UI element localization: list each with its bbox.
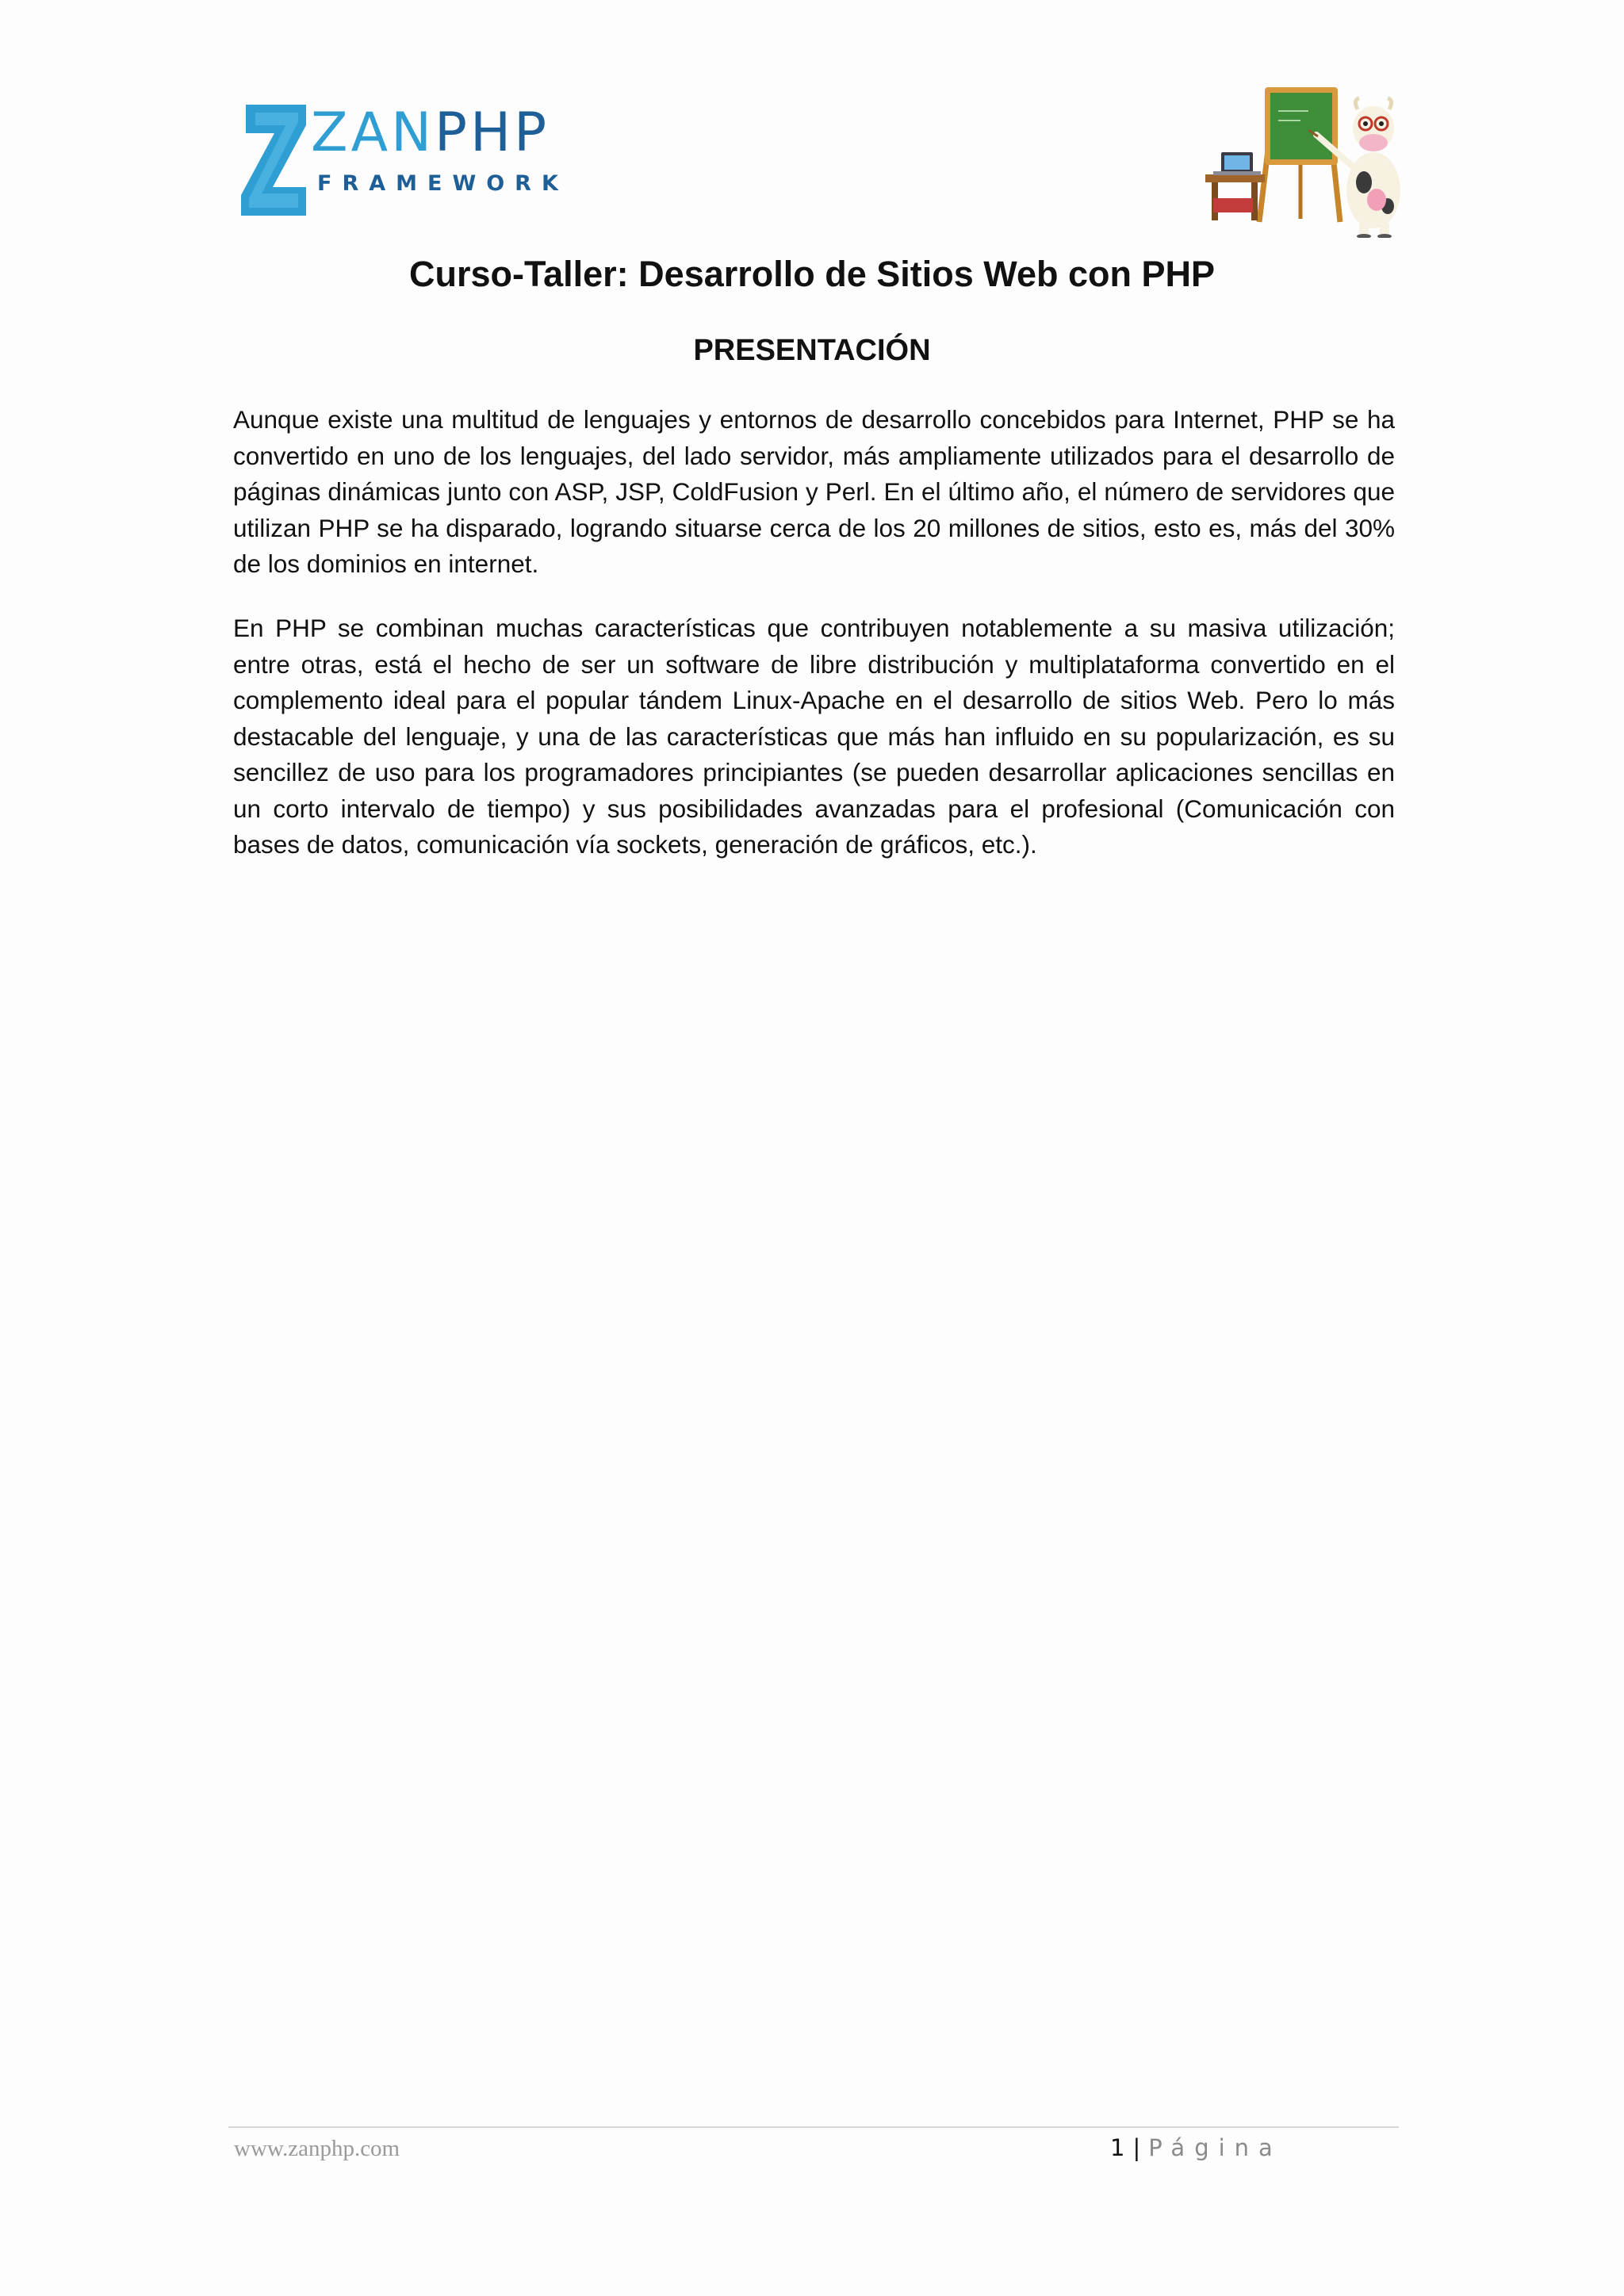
logo-subtitle: FRAMEWORK: [317, 171, 569, 196]
page-separator: |: [1132, 2134, 1141, 2161]
paragraph-introduction: Aunque existe una multitud de lenguajes y entornos de desarrollo concebidos para Internet, PHP se ha convertido en uno de los lenguajes, del lado servidor, más ampliamente utilizados para el desarrollo de páginas dinámicas junto con ASP, JSP, ColdFusion y Perl. En el último año, el número de servidores que utilizan PHP se ha disparado, logrando situarse cerca de los 20 millones de sitios, esto es, más del 30% de los dominios en internet.: [233, 405, 1395, 578]
footer-page-indicator: [1110, 2134, 1282, 2161]
document-title: Curso-Taller: Desarrollo de Sitios Web con PHP: [408, 254, 1216, 294]
zanphp-logo: [238, 101, 569, 219]
logo-wordmark-php: PHP: [434, 101, 550, 164]
footer-divider: [228, 2126, 1399, 2128]
paragraph-features: En PHP se combinan muchas características que contribuyen notablemente a su masiva utilización; entre otras, está el hecho de ser un software de libre distribución y multiplataforma convertido en el complemento ideal para el popular tándem Linux-Apache en el desarrollo de sitios Web. Pero lo más destacable del lenguaje, y una de las características que más han influido en su popularización, es su sencillez de uso para los programadores principiantes (se pueden desarrollar aplicaciones sencillas en un corto intervalo de tiempo) y sus posibilidades avanzadas para el profesional (Comunicación con bases de datos, comunicación vía sockets, generación de gráficos, etc.).: [233, 614, 1395, 859]
page-label: Página: [1148, 2134, 1282, 2161]
footer-url: www.zanphp.com: [234, 2136, 400, 2161]
z-logo-icon: [238, 101, 309, 219]
logo-wordmark: [311, 101, 550, 164]
logo-wordmark-zan: ZAN: [311, 101, 435, 164]
page-number: 1: [1110, 2134, 1125, 2161]
section-heading: PRESENTACIÓN: [693, 334, 931, 367]
cow-teacher-chalkboard-illustration: [1189, 79, 1419, 238]
